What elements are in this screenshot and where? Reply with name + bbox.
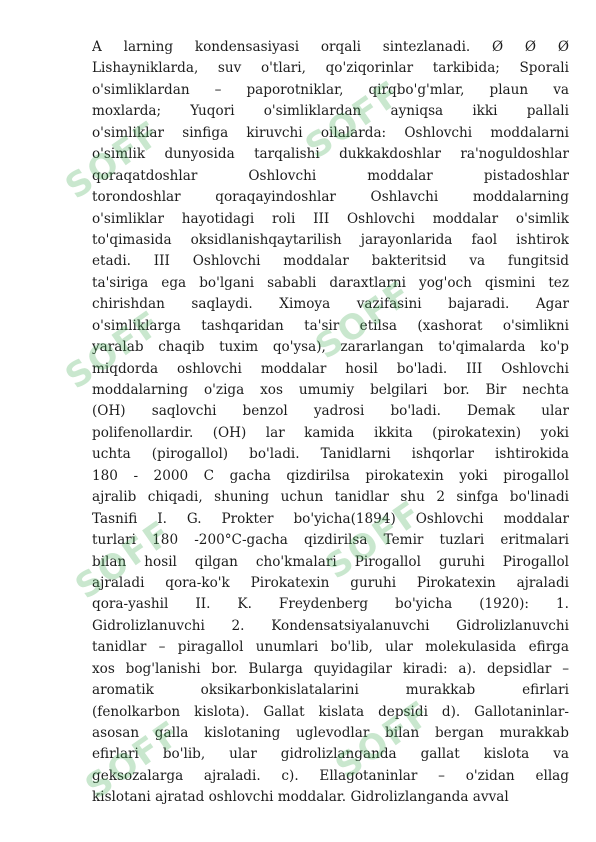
text-line: tanidlar – piragallol unumlari bo'lib, ular molekulasida efirga bbox=[92, 639, 569, 656]
text-line: efirlari bo'lib, ular gidrolizlanganda gallat kislota va bbox=[92, 746, 569, 763]
text-line: xos bog'lanishi bor. Bularga quyidagilar kiradi: a). depsidlar – bbox=[92, 660, 569, 677]
watermark-logo: SOFF bbox=[298, 72, 410, 168]
text-line: ajraladi qora-ko'k Pirokatexin guruhi Pirokatexin ajraladi bbox=[92, 574, 569, 591]
text-line: o'simlik dunyosida tarqalishi dukkakdoshlar ra'noguldoshlar bbox=[92, 146, 569, 163]
text-line: o'simliklar hayotidagi roli III Oshlovchi moddalar o'simlik bbox=[92, 210, 569, 227]
text-line: aromatik oksikarbonkislatalarini murakkab efirlari bbox=[92, 682, 569, 699]
watermark-logo: SOFF bbox=[308, 272, 420, 368]
text-line: A larning kondensasiyasi orqali sintezlanadi. Ø Ø Ø bbox=[92, 39, 569, 55]
text-line: geksozalarga ajraladi. c). Ellagotaninlar – o'zidan ellag bbox=[92, 767, 569, 784]
text-line: uchta (pirogallol) bo'ladi. Tanidlarni ishqorlar ishtirokida bbox=[92, 446, 569, 463]
watermark-logo: SOFF bbox=[318, 492, 430, 588]
watermark-logo: SOFF bbox=[68, 512, 180, 608]
text-line: ajralib chiqadi, shuning uchun tanidlar shu 2 sinfga bo'linadi bbox=[92, 489, 569, 506]
text-line: asosan galla kislotaning uglevodlar bilan bergan murakkab bbox=[92, 725, 569, 741]
text-line: torondoshlar qoraqayindoshlar Oshlavchi moddalarning bbox=[92, 189, 569, 206]
text-line: o'simliklardan – paporotniklar, qirqbo'g'mlar, plaun va bbox=[92, 81, 569, 98]
text-line: ta'siriga ega bo'lgani sababli daraxtlarni yog'och qismini tez bbox=[92, 274, 569, 291]
text-line: o'simliklarga tashqaridan ta'sir etilsa (xashorat o'simlikni bbox=[92, 317, 569, 334]
watermark-logo: SOFF bbox=[78, 712, 190, 808]
text-line: chirishdan saqlaydi. Ximoya vazifasini bajaradi. Agar bbox=[92, 296, 569, 313]
text-line: yaralab chaqib tuxim qo'ysa), zararlangan to'qimalarda ko'p bbox=[92, 339, 569, 356]
text-line: polifenollardir. (OH) lar kamida ikkita (pirokatexin) yoki bbox=[92, 424, 569, 441]
watermark-logo: SOFF bbox=[328, 692, 440, 788]
text-line: Tasnifi I. G. Prokter bo'yicha(1894) Oshlovchi moddalar bbox=[92, 510, 569, 527]
text-line: etadi. III Oshlovchi moddalar bakteritsid va fungitsid bbox=[92, 253, 569, 270]
text-line: turlari 180 -200°C-gacha qizdirilsa Temir tuzlari eritmalari bbox=[92, 532, 569, 549]
text-line: (OH) saqlovchi benzol yadrosi bo'ladi. Demak ular bbox=[92, 403, 569, 420]
watermark-logo: SOFF bbox=[58, 302, 170, 398]
text-line: o'simliklar sinfiga kiruvchi oilalarda: Oshlovchi moddalarni bbox=[92, 124, 569, 141]
text-line: Gidrolizlanuvchi 2. Kondensatsiyalanuvchi Gidrolizlanuvchi bbox=[92, 617, 569, 634]
text-line: moddalarning o'ziga xos umumiy belgilari bor. Bir nechta bbox=[92, 382, 569, 398]
text-line: miqdorda oshlovchi moddalar hosil bo'ladi. III Oshlovchi bbox=[92, 360, 569, 377]
text-line: to'qimasida oksidlanishqaytarilish jarayonlarida faol ishtirok bbox=[92, 231, 569, 248]
document-body bbox=[92, 37, 569, 809]
text-line: kislotani ajratad oshlovchi moddalar. Gidrolizlanganda avval bbox=[92, 789, 509, 806]
text-line: 180 - 2000 C gacha qizdirilsa pirokatexin yoki pirogallol bbox=[92, 467, 569, 484]
text-line: qoraqatdoshlar Oshlovchi moddalar pistadoshlar bbox=[92, 167, 569, 184]
text-line: moxlarda; Yuqori o'simliklardan ayniqsa ikki pallali bbox=[92, 103, 569, 120]
text-line: Lishayniklarda, suv o'tlari, qo'ziqorinlar tarkibida; Sporali bbox=[92, 60, 569, 77]
text-line: qora-yashil II. K. Freydenberg bo'yicha (1920): 1. bbox=[92, 596, 569, 613]
text-line: (fenolkarbon kislota). Gallat kislata depsidi d). Gallotaninlar- bbox=[92, 703, 569, 720]
watermark-logo: SOFF bbox=[58, 112, 170, 208]
text-line: bilan hosil qilgan cho'kmalari Pirogallol guruhi Pirogallol bbox=[92, 553, 569, 570]
